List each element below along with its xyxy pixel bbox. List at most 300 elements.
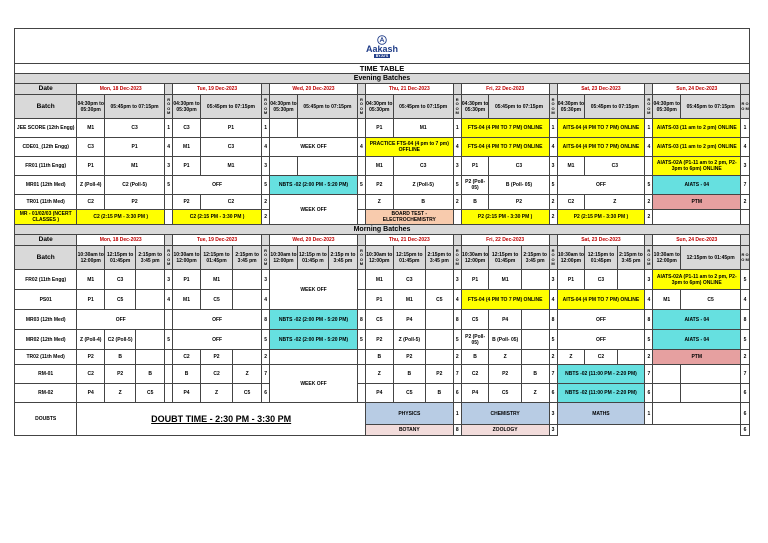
slot: Z <box>365 195 393 210</box>
room-label: R O O M <box>262 246 270 270</box>
time-slot: 05:45pm to 07:15pm <box>200 95 261 119</box>
time-slot: 10:30am to 12:00pm <box>653 246 681 270</box>
slot: P1 <box>77 157 105 176</box>
slot: C3 <box>200 138 261 157</box>
slot <box>425 350 453 365</box>
room: 8 <box>262 310 270 330</box>
room: 2 <box>741 350 750 365</box>
room: 6 <box>645 384 653 403</box>
slot: B <box>425 384 453 403</box>
slot: M1 <box>365 270 393 290</box>
room: 7 <box>645 365 653 384</box>
slot <box>681 365 741 384</box>
slot <box>297 157 357 176</box>
room <box>165 384 173 403</box>
day-header: Tue, 19 Dec-2023 <box>173 235 262 246</box>
slot: C2 (Poll-5) <box>105 176 165 195</box>
room: 4 <box>741 290 750 310</box>
ptm-cell: PTM <box>653 195 741 210</box>
room: 3 <box>549 425 557 436</box>
off-cell: OFF <box>173 176 262 195</box>
room: 4 <box>645 290 653 310</box>
time-slot: 2:15p m to 3:45 pm <box>329 246 358 270</box>
event-cell: C2 (2:15 PM - 3:30 PM ) <box>77 210 165 225</box>
date-label: Date <box>15 84 77 95</box>
chemistry-cell: CHEMISTRY <box>461 403 549 425</box>
event-cell: AIATS-02A (P1-11 am to 2 pm, P2-3pm to 6pm) ONLINE <box>653 270 741 290</box>
slot: Z <box>233 365 262 384</box>
room: 2 <box>262 350 270 365</box>
time-slot: 05:45pm to 07:15pm <box>297 95 357 119</box>
slot: C3 <box>105 119 165 138</box>
slot: C3 <box>489 157 549 176</box>
slot: C5 <box>365 310 393 330</box>
slot: P2 <box>105 195 165 210</box>
room <box>357 210 365 225</box>
ptm-cell: PTM <box>653 350 741 365</box>
room: 5 <box>645 330 653 350</box>
room: 6 <box>549 384 557 403</box>
event-cell: AITS-04 (4 PM TO 7 PM) ONLINE <box>557 119 645 138</box>
event-cell: NBTS -02 (2:00 PM - 5:20 PM) <box>270 310 358 330</box>
date-label: Date <box>15 235 77 246</box>
batch-name: MR01 (12th Med) <box>15 176 77 195</box>
slot: C5 <box>681 290 741 310</box>
room <box>165 195 173 210</box>
off-cell: OFF <box>557 176 645 195</box>
room: 2 <box>549 195 557 210</box>
slot: C2 (Poll-5) <box>105 330 136 350</box>
room-label: R O O M <box>549 95 557 119</box>
slot: C5 <box>461 310 489 330</box>
logo-subtext: BYJU'S <box>375 53 389 58</box>
room-label: R O O M <box>453 95 461 119</box>
room-label: R O O M <box>645 246 653 270</box>
slot <box>425 330 453 350</box>
event-cell: AITS-04 (4 PM TO 7 PM) ONLINE <box>557 138 645 157</box>
time-slot: 12:15pm to 01:45pm <box>393 246 425 270</box>
section-title-morning: Morning Batches <box>15 225 750 235</box>
aakash-emblem-icon <box>377 35 387 45</box>
slot <box>136 290 165 310</box>
time-slot: 12:15pm to 01:45pm <box>489 246 521 270</box>
slot: Z (Poll-5) <box>393 176 453 195</box>
off-cell: OFF <box>173 310 262 330</box>
slot: P1 <box>200 119 261 138</box>
slot: B <box>105 350 136 365</box>
room <box>357 365 365 384</box>
day-header: Sat, 23 Dec-2023 <box>557 235 645 246</box>
slot: M1 <box>200 270 232 290</box>
time-slot: 12:15pm to 01:45pm <box>105 246 136 270</box>
table-row <box>15 195 750 210</box>
week-off-cell: WEEK OFF <box>270 270 358 310</box>
slot <box>233 350 262 365</box>
slot <box>653 365 681 384</box>
off-cell: OFF <box>77 310 165 330</box>
slot: C3 <box>585 157 645 176</box>
time-slot: 04:30pm to 05:30pm <box>173 95 201 119</box>
slot <box>270 119 298 138</box>
room-label: R O O M <box>357 246 365 270</box>
event-cell: BOARD TEST - ELECTROCHEMISTRY <box>365 210 453 225</box>
slot: B (Poll- 05) <box>489 176 549 195</box>
slot: C3 <box>393 270 425 290</box>
room: 2 <box>262 195 270 210</box>
batch-label: Batch <box>15 95 77 119</box>
botany-cell: BOTANY <box>365 425 453 436</box>
slot: P1 <box>173 270 201 290</box>
slot <box>233 270 262 290</box>
room <box>645 157 653 176</box>
slot: P4 <box>489 310 521 330</box>
room: 5 <box>262 176 270 195</box>
time-slot: 04:30pm to 05:30pm <box>557 95 585 119</box>
event-cell: AIATS - 04 <box>653 310 741 330</box>
slot: B <box>461 350 489 365</box>
room: 8 <box>645 310 653 330</box>
room <box>357 270 365 290</box>
off-cell: OFF <box>173 330 262 350</box>
time-slot: 04:30pm to 05:30pm <box>77 95 105 119</box>
time-slot: 10:30am to 12:00pm <box>173 246 201 270</box>
slot: C2 <box>77 195 105 210</box>
slot: P2 <box>489 365 521 384</box>
week-off-cell: WEEK OFF <box>270 365 358 403</box>
time-slot: 12:15pm to 01:45pm <box>200 246 232 270</box>
slot: M1 <box>393 119 453 138</box>
slot: Z <box>585 195 645 210</box>
room <box>165 210 173 225</box>
event-cell: NBTS -02 (11:00 PM - 2:20 PM) <box>557 365 645 384</box>
room: 2 <box>645 210 653 225</box>
room: 2 <box>453 195 461 210</box>
room: 6 <box>741 425 750 436</box>
time-slot: 2:15pm to 3:45 pm <box>233 246 262 270</box>
doubt-time: DOUBT TIME - 2:30 PM - 3:30 PM <box>77 403 366 436</box>
time-slot: 05:45pm to 07:15pm <box>393 95 453 119</box>
room: 3 <box>549 270 557 290</box>
slot <box>425 270 453 290</box>
time-slot: 10:30am to 12:00pm <box>461 246 489 270</box>
slot <box>425 310 453 330</box>
slot: P4 <box>77 384 105 403</box>
slot: B <box>393 365 425 384</box>
slot: M1 <box>173 138 201 157</box>
room <box>357 290 365 310</box>
room: 4 <box>645 138 653 157</box>
slot: P2 <box>425 365 453 384</box>
room: 4 <box>165 290 173 310</box>
event-cell: FTS-04 (4 PM TO 7 PM) ONLINE <box>461 119 549 138</box>
room: 1 <box>262 119 270 138</box>
table-row <box>15 365 750 384</box>
day-header: Tue, 19 Dec-2023 <box>173 84 262 95</box>
room: 7 <box>453 365 461 384</box>
time-slot: 12:15pm to 01:45pm <box>681 246 741 270</box>
slot: P4 <box>393 310 425 330</box>
slot: C5 <box>489 384 521 403</box>
slot: P4 <box>461 384 489 403</box>
week-off-cell: WEEK OFF <box>270 195 358 225</box>
room: 2 <box>645 195 653 210</box>
slot: C3 <box>585 270 617 290</box>
batch-name: JEE SCORE (12th Engg) <box>15 119 77 138</box>
slot: C2 <box>173 350 201 365</box>
slot: P2 (Poll-05) <box>461 176 489 195</box>
room: 6 <box>453 384 461 403</box>
room: 5 <box>357 176 365 195</box>
time-slot: 04:30pm to 05:30pm <box>270 95 298 119</box>
room <box>357 350 365 365</box>
slot: P2 (Poll-05) <box>461 330 489 350</box>
slot: P1 <box>77 290 105 310</box>
batch-name: TR01 (11th Med) <box>15 195 77 210</box>
room: 8 <box>549 310 557 330</box>
room: 1 <box>645 119 653 138</box>
slot <box>521 310 549 330</box>
event-cell: AIATS-03 (11 am to 2 pm) ONLINE <box>653 119 741 138</box>
table-row <box>15 330 750 350</box>
doubts-row <box>15 403 750 425</box>
zoology-cell: ZOOLOGY <box>461 425 549 436</box>
event-cell: NBTS -02 (11:00 PM - 2:20 PM) <box>557 384 645 403</box>
event-cell: AITS-04 (4 PM TO 7 PM) ONLINE <box>557 290 645 310</box>
slot: M1 <box>200 157 261 176</box>
slot: P1 <box>557 270 585 290</box>
day-header: Fri, 22 Dec-2023 <box>461 84 549 95</box>
slot: M1 <box>393 290 425 310</box>
batch-name: PS01 <box>15 290 77 310</box>
room: 3 <box>165 157 173 176</box>
event-cell: AIATS-03 (11 am to 2 pm) ONLINE <box>653 138 741 157</box>
room: 4 <box>549 290 557 310</box>
slot: B <box>173 365 201 384</box>
time-slot: 2:15pm to 3:45 pm <box>425 246 453 270</box>
room-label: R O O M <box>549 246 557 270</box>
room: 6 <box>741 384 750 403</box>
day-header: Wed, 20 Dec-2023 <box>270 235 358 246</box>
room-label: R O O M <box>165 246 173 270</box>
time-slot: 05:45pm to 07:15pm <box>681 95 741 119</box>
slot: Z <box>200 384 232 403</box>
room: 4 <box>549 138 557 157</box>
slot: C5 <box>136 384 165 403</box>
slot: Z (Poll-5) <box>393 330 425 350</box>
slot <box>136 330 165 350</box>
slot: P1 <box>461 157 489 176</box>
room: 2 <box>549 210 557 225</box>
batch-name: RM-02 <box>15 384 77 403</box>
slot: C5 <box>105 290 136 310</box>
slot: M1 <box>489 270 521 290</box>
slot: C3 <box>173 119 201 138</box>
room: 1 <box>453 119 461 138</box>
room: 6 <box>262 384 270 403</box>
week-off-cell: WEEK OFF <box>270 138 358 157</box>
day-header: Mon, 18 Dec-2023 <box>77 84 165 95</box>
table-row <box>15 270 750 290</box>
time-slot: 10:30am to 12:00pm <box>77 246 105 270</box>
room: 2 <box>549 350 557 365</box>
room-label: R O O M <box>645 95 653 119</box>
slot: P2 <box>489 195 549 210</box>
table-row <box>15 138 750 157</box>
slot: M1 <box>77 270 105 290</box>
slot <box>136 270 165 290</box>
slot: B <box>365 350 393 365</box>
logo-wordmark: Aakash <box>365 43 399 54</box>
event-cell: AIATS-02A (P1-11 am to 2 pm, P2-3pm to 6pm) ONLINE <box>653 157 741 176</box>
slot: C3 <box>393 157 453 176</box>
slot: P1 <box>105 138 165 157</box>
table-row <box>15 210 750 225</box>
batch-name: MR02 (12th Med) <box>15 330 77 350</box>
timetable-sheet <box>14 28 750 436</box>
off-cell: OFF <box>557 310 645 330</box>
room: 4 <box>741 138 750 157</box>
day-header: Mon, 18 Dec-2023 <box>77 235 165 246</box>
time-slot: 2:15pm to 3:45 pm <box>617 246 645 270</box>
slot: Z (Poll-4) <box>77 176 105 195</box>
slot: P2 <box>393 350 425 365</box>
room: 2 <box>645 350 653 365</box>
room: 7 <box>262 365 270 384</box>
slot: Z (Poll-4) <box>77 330 105 350</box>
batch-name: FR01 (11th Engg) <box>15 157 77 176</box>
room: 7 <box>549 365 557 384</box>
slot <box>653 210 741 225</box>
room: 4 <box>453 290 461 310</box>
slot: P2 <box>173 195 201 210</box>
room: 2 <box>453 350 461 365</box>
event-cell: FTS-04 (4 PM TO 7 PM) ONLINE <box>461 290 549 310</box>
day-header: Sun, 24 Dec-2023 <box>653 235 741 246</box>
time-slot: 04:30pm to 05:30pm <box>365 95 393 119</box>
room: 5 <box>645 176 653 195</box>
room: 7 <box>741 176 750 195</box>
time-slot: 04:30pm to 05:30pm <box>653 95 681 119</box>
time-slot: 05:45pm to 07:15pm <box>585 95 645 119</box>
event-cell: P2 (2:15 PM - 3:30 PM ) <box>461 210 549 225</box>
room <box>741 210 750 225</box>
day-header: Wed, 20 Dec-2023 <box>270 84 358 95</box>
day-header: Sun, 24 Dec-2023 <box>653 84 741 95</box>
slot: C2 <box>557 195 585 210</box>
room <box>357 119 365 138</box>
batch-name: FR02 (11th Engg) <box>15 270 77 290</box>
room: 4 <box>165 138 173 157</box>
event-cell: NBTS -02 (2:00 PM - 5:20 PM) <box>270 176 358 195</box>
logo-area <box>15 29 750 64</box>
slot: P4 <box>173 384 201 403</box>
room: 1 <box>645 403 653 425</box>
table-row <box>15 119 750 138</box>
table-row <box>15 157 750 176</box>
room-label: R O O M <box>165 95 173 119</box>
room: 8 <box>453 425 461 436</box>
slot <box>521 270 549 290</box>
room: 8 <box>741 310 750 330</box>
time-slot: 04:30pm to 05:30pm <box>461 95 489 119</box>
slot: P1 <box>365 290 393 310</box>
slot: P1 <box>365 119 393 138</box>
room: 4 <box>262 290 270 310</box>
slot: Z <box>105 384 136 403</box>
batch-name: MR03 (12th Med) <box>15 310 77 330</box>
slot <box>617 350 645 365</box>
slot <box>233 290 262 310</box>
slot: P2 <box>365 176 393 195</box>
slot: Z <box>489 350 521 365</box>
slot: C3 <box>105 270 136 290</box>
room: 2 <box>741 195 750 210</box>
room: 3 <box>453 157 461 176</box>
off-cell: OFF <box>557 330 645 350</box>
slot: C5 <box>425 290 453 310</box>
slot: P4 <box>365 384 393 403</box>
table-row <box>15 384 750 403</box>
event-cell: NBTS -02 (2:00 PM - 5:20 PM) <box>270 330 358 350</box>
slot <box>297 119 357 138</box>
slot: C2 <box>77 365 105 384</box>
slot: B <box>461 195 489 210</box>
room: 4 <box>357 138 365 157</box>
room: 5 <box>165 176 173 195</box>
slot: P2 <box>200 350 232 365</box>
slot: P2 <box>365 330 393 350</box>
room: 5 <box>357 330 365 350</box>
day-header: Sat, 23 Dec-2023 <box>557 84 645 95</box>
room: 5 <box>453 176 461 195</box>
maths-cell: MATHS <box>557 403 645 425</box>
batch-name: RM-01 <box>15 365 77 384</box>
slot: C5 <box>200 290 232 310</box>
slot: Z <box>365 365 393 384</box>
room: 8 <box>453 310 461 330</box>
slot: P1 <box>461 270 489 290</box>
room: 1 <box>741 119 750 138</box>
slot <box>521 350 549 365</box>
slot: M1 <box>557 157 585 176</box>
room: 4 <box>262 138 270 157</box>
time-slot: 05:45pm to 07:15pm <box>105 95 165 119</box>
slot: M1 <box>173 290 201 310</box>
room: 3 <box>549 403 557 425</box>
room <box>357 157 365 176</box>
room-label: R O O M <box>453 246 461 270</box>
slot: Z <box>557 350 585 365</box>
table-row <box>15 310 750 330</box>
time-slot: 05:45pm to 07:15pm <box>489 95 549 119</box>
slot <box>136 350 165 365</box>
slot <box>681 384 741 403</box>
section-title-evening: Evening Batches <box>15 74 750 84</box>
room: 1 <box>453 403 461 425</box>
time-slot: 10:30am to 12:00pm <box>557 246 585 270</box>
room: 2 <box>262 210 270 225</box>
time-slot: 2:15pm to 3:45 pm <box>521 246 549 270</box>
slot: B (Poll- 05) <box>489 330 521 350</box>
aakash-logo <box>15 35 749 58</box>
slot: M1 <box>77 119 105 138</box>
room: 5 <box>165 330 173 350</box>
slot: B <box>136 365 165 384</box>
room: 5 <box>741 270 750 290</box>
day-header: Thu, 21 Dec-2023 <box>365 235 453 246</box>
batch-name: MR - 01/02/03 (NCERT CLASSES ) <box>15 210 77 225</box>
room: 8 <box>357 310 365 330</box>
